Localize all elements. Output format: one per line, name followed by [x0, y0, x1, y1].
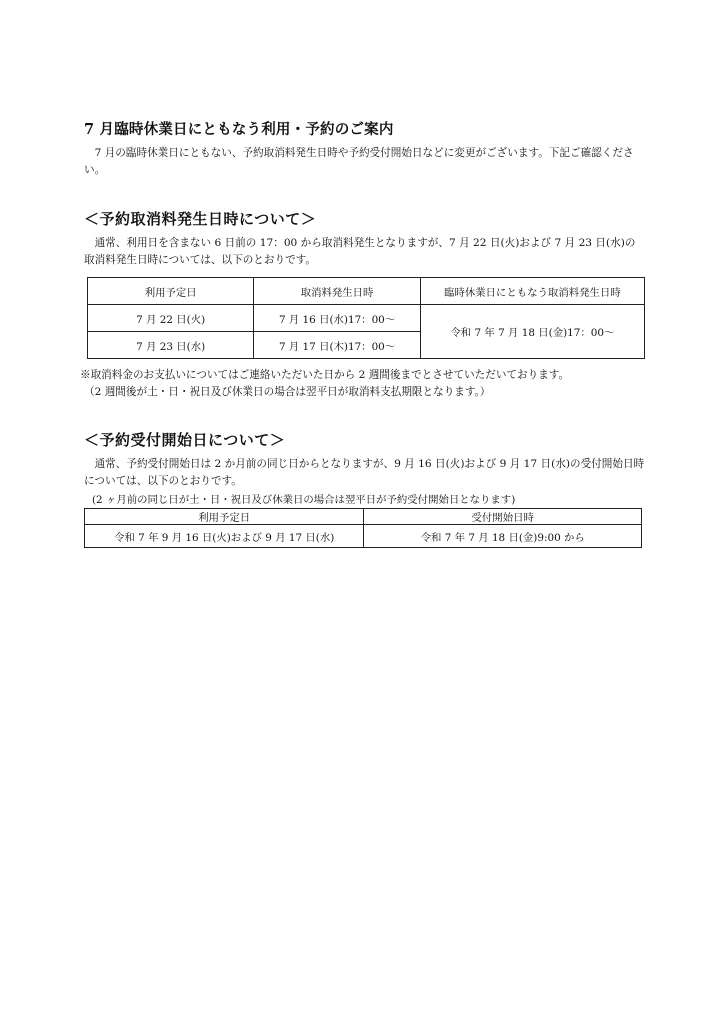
reservation-start-table — [84, 508, 642, 548]
table-header-cell: 利用予定日 — [85, 509, 364, 525]
table-cell-merged-fee-time: 令和 7 年 7 月 18 日(金)17：00～ — [420, 305, 644, 359]
table-header-cell: 臨時休業日にともなう取消料発生日時 — [420, 278, 644, 305]
table-header-cell: 利用予定日 — [88, 278, 254, 305]
table-row — [88, 305, 645, 332]
table-header-cell: 取消料発生日時 — [254, 278, 420, 305]
document-page — [80, 118, 646, 548]
cancel-fee-table — [87, 277, 645, 359]
table-header-row — [85, 509, 642, 525]
table-row — [85, 525, 642, 548]
table-header-cell: 受付開始日時 — [364, 509, 642, 525]
reservation-note: (2 ヶ月前の同じ日が土・日・祝日及び休業日の場合は翌平日が予約受付開始日となります) — [92, 494, 516, 506]
table-cell-date: 7 月 22 日(火) — [88, 305, 254, 332]
table-cell-fee-time: 7 月 16 日(水)17：00～ — [254, 305, 420, 332]
cancel-section-heading: ＜予約取消料発生日時について＞ — [84, 210, 317, 228]
table-cell-fee-time: 7 月 17 日(木)17：00～ — [254, 332, 420, 359]
document-title: 7 月臨時休業日にともなう利用・予約のご案内 — [84, 121, 394, 138]
table-cell-start-time: 令和 7 年 7 月 18 日(金)9:00 から — [364, 525, 642, 548]
cancel-notes — [80, 367, 646, 401]
reservation-section-body: 通常、予約受付開始日は 2 か月前の同じ日からとなりますが、9 月 16 日(火)および 9 月 17 日(水)の受付開始日時については、以下のとおりです。 — [84, 458, 645, 487]
table-cell-date: 7 月 23 日(水) — [88, 332, 254, 359]
intro-paragraph: 7 月の臨時休業日にともない、予約取消料発生日時や予約受付開始日などに変更がございます。下記ご確認ください。 — [84, 147, 634, 176]
reservation-section-heading: ＜予約受付開始日について＞ — [84, 431, 286, 449]
cancel-deadline-note: （2 週間後が土・日・祝日及び休業日の場合は翌平日が取消料支払期限となります。） — [84, 386, 491, 398]
cancel-section-body: 通常、利用日を含まない 6 日前の 17：00 から取消料発生となりますが、7 月 22 日(火)および 7 月 23 日(水)の取消料発生日時については、以下のとおりです。 — [84, 237, 636, 266]
table-cell-date: 令和 7 年 9 月 16 日(火)および 9 月 17 日(水) — [85, 525, 364, 548]
cancel-payment-note: ※取消料金のお支払いについてはご連絡いただいた日から 2 週間後までとさせていただいております。 — [80, 369, 570, 381]
table-header-row — [88, 278, 645, 305]
